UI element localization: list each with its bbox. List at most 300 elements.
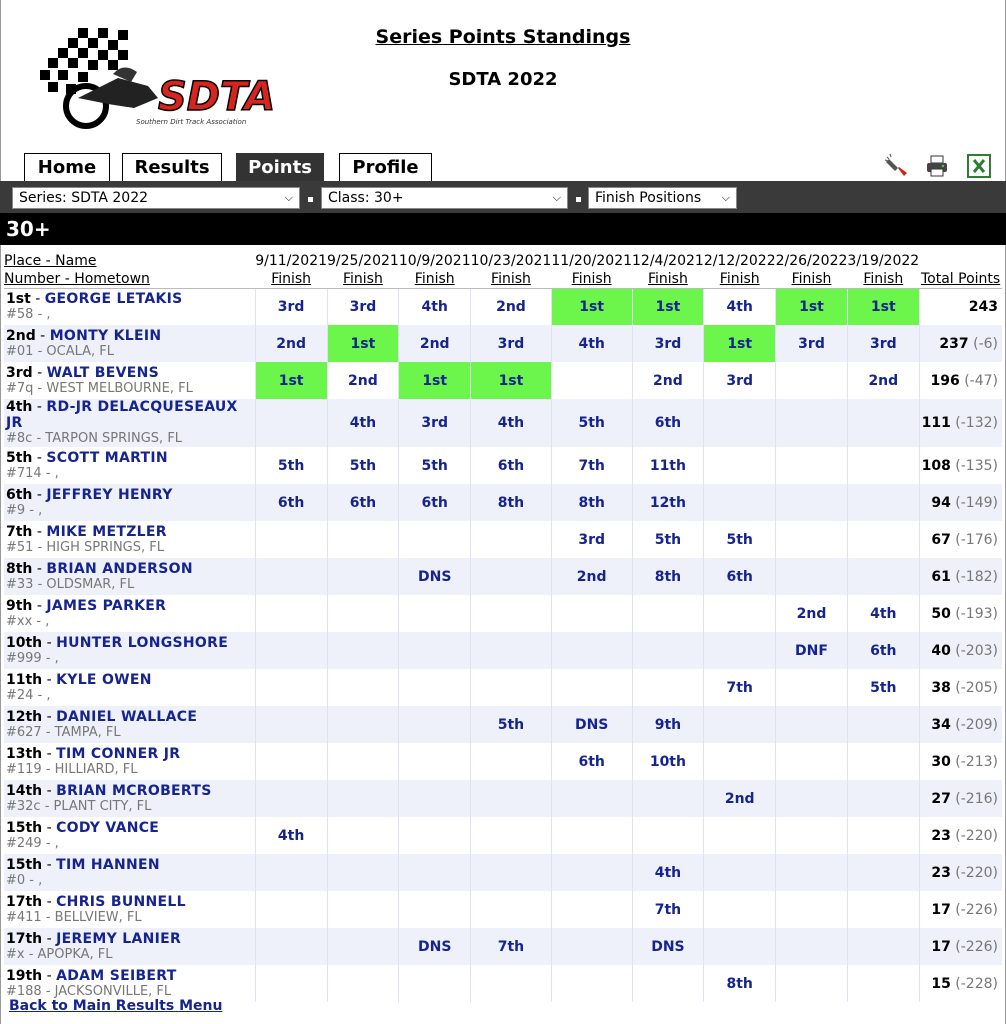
total-points-cell bbox=[919, 447, 1002, 484]
place-label: 1st bbox=[6, 290, 31, 307]
finish-link[interactable]: Finish bbox=[863, 270, 904, 287]
table-row bbox=[4, 362, 1002, 399]
place-label: 10th bbox=[6, 634, 43, 651]
race-result-cell bbox=[704, 817, 776, 854]
name-separator: - bbox=[32, 523, 47, 540]
rider-hometown: #0 - , bbox=[6, 872, 43, 888]
points-value: 50 bbox=[931, 605, 951, 622]
race-result-cell bbox=[847, 817, 919, 854]
race-result-cell bbox=[704, 891, 776, 928]
series-select-value: Series: SDTA 2022 bbox=[19, 190, 149, 206]
race-result-cell bbox=[399, 595, 471, 632]
points-behind: (-220) bbox=[955, 864, 998, 881]
race-column-header bbox=[847, 248, 919, 288]
race-result-cell: 8th bbox=[632, 558, 704, 595]
finish-link[interactable]: Finish bbox=[271, 270, 312, 287]
race-result-cell: 3rd bbox=[847, 325, 919, 362]
race-date: 9/25/2021 bbox=[327, 252, 399, 269]
race-result-cell bbox=[776, 669, 848, 706]
rider-name-link[interactable]: TIM HANNEN bbox=[56, 856, 160, 873]
race-result-cell bbox=[399, 965, 471, 1002]
race-win-cell: 1st bbox=[704, 325, 776, 362]
points-behind: (-216) bbox=[955, 790, 998, 807]
race-result-cell bbox=[776, 521, 848, 558]
race-result-cell bbox=[471, 595, 552, 632]
points-behind: (-176) bbox=[955, 531, 998, 548]
place-label: 19th bbox=[6, 967, 43, 984]
place-label: 7th bbox=[6, 523, 33, 540]
race-result-cell bbox=[399, 706, 471, 743]
race-result-cell bbox=[255, 632, 327, 669]
race-result-cell bbox=[704, 743, 776, 780]
race-result-cell: 8th bbox=[471, 484, 552, 521]
race-result-cell: 10th bbox=[632, 743, 704, 780]
race-result-cell: 2nd bbox=[327, 362, 399, 399]
rider-cell bbox=[4, 706, 255, 743]
race-result-cell: 6th bbox=[704, 558, 776, 595]
series-select[interactable] bbox=[12, 187, 300, 209]
place-label: 2nd bbox=[6, 327, 36, 344]
race-result-cell: DNS bbox=[399, 928, 471, 965]
race-result-cell bbox=[551, 891, 632, 928]
race-result-cell bbox=[847, 743, 919, 780]
separator-dot bbox=[308, 197, 313, 202]
view-select[interactable] bbox=[588, 187, 737, 209]
finish-link[interactable]: Finish bbox=[491, 270, 531, 287]
rider-name-link[interactable]: JAMES PARKER bbox=[46, 597, 167, 614]
race-result-cell bbox=[704, 854, 776, 891]
race-result-cell bbox=[471, 521, 552, 558]
race-result-cell bbox=[255, 780, 327, 817]
table-row bbox=[4, 928, 1002, 965]
race-result-cell: 5th bbox=[327, 447, 399, 484]
rider-name-link[interactable]: RD-JR DELACQUESEAUX JR bbox=[6, 399, 238, 431]
name-separator: - bbox=[42, 782, 57, 799]
rider-cell bbox=[4, 928, 255, 965]
points-behind: (-182) bbox=[955, 568, 998, 585]
points-value: 61 bbox=[931, 568, 951, 585]
table-row bbox=[4, 521, 1002, 558]
race-result-cell: 3rd bbox=[399, 399, 471, 447]
rider-cell bbox=[4, 595, 255, 632]
rider-cell bbox=[4, 521, 255, 558]
rider-name-link[interactable]: BRIAN MCROBERTS bbox=[56, 782, 212, 799]
race-result-cell: 3rd bbox=[632, 325, 704, 362]
rider-hometown: #51 - HIGH SPRINGS, FL bbox=[6, 539, 164, 555]
place-label: 17th bbox=[6, 893, 43, 910]
race-column-header bbox=[471, 248, 552, 288]
race-result-cell bbox=[255, 965, 327, 1002]
race-result-cell bbox=[551, 817, 632, 854]
race-result-cell: DNF bbox=[776, 632, 848, 669]
race-result-cell bbox=[327, 706, 399, 743]
race-column-header bbox=[632, 248, 704, 288]
race-column-header bbox=[776, 248, 848, 288]
race-result-cell: DNS bbox=[632, 928, 704, 965]
race-result-cell bbox=[327, 632, 399, 669]
race-result-cell: 2nd bbox=[847, 362, 919, 399]
rider-name-link[interactable]: MONTY KLEIN bbox=[49, 327, 162, 344]
rider-name-link[interactable]: MIKE METZLER bbox=[46, 523, 167, 540]
filter-bar bbox=[0, 181, 1006, 213]
race-result-cell bbox=[255, 399, 327, 447]
place-label: 5th bbox=[6, 449, 33, 466]
race-result-cell bbox=[327, 743, 399, 780]
points-value: 38 bbox=[931, 679, 951, 696]
race-column-header bbox=[399, 248, 471, 288]
points-value: 34 bbox=[931, 716, 951, 733]
race-result-cell bbox=[399, 854, 471, 891]
total-points-cell bbox=[919, 521, 1002, 558]
race-result-cell: DNS bbox=[551, 706, 632, 743]
race-column-header bbox=[327, 248, 399, 288]
race-result-cell bbox=[471, 854, 552, 891]
race-result-cell: 4th bbox=[632, 854, 704, 891]
race-result-cell: 2nd bbox=[255, 325, 327, 362]
race-date: 12/4/2021 bbox=[632, 252, 704, 269]
class-header: 30+ bbox=[0, 213, 1006, 245]
rider-cell bbox=[4, 854, 255, 891]
rider-name-link[interactable]: HUNTER LONGSHORE bbox=[56, 634, 229, 651]
back-to-results-link[interactable]: Back to Main Results Menu bbox=[9, 998, 223, 1014]
rider-name-link[interactable]: BRIAN ANDERSON bbox=[46, 560, 193, 577]
race-result-cell bbox=[399, 743, 471, 780]
chevron-down-icon: ⌵ bbox=[284, 191, 293, 204]
race-result-cell bbox=[704, 595, 776, 632]
place-label: 3rd bbox=[6, 364, 33, 381]
rider-name-link[interactable]: KYLE OWEN bbox=[56, 671, 152, 688]
place-label: 6th bbox=[6, 486, 33, 503]
race-result-cell: 3rd bbox=[255, 288, 327, 325]
race-result-cell: 5th bbox=[704, 521, 776, 558]
name-separator: - bbox=[35, 327, 50, 344]
finish-link[interactable]: Finish bbox=[571, 270, 612, 287]
race-win-cell: 1st bbox=[551, 288, 632, 325]
points-behind: (-205) bbox=[955, 679, 998, 696]
race-result-cell bbox=[551, 595, 632, 632]
rider-cell bbox=[4, 632, 255, 669]
race-date: 9/11/2021 bbox=[255, 252, 328, 269]
race-result-cell: 6th bbox=[327, 484, 399, 521]
points-value: 15 bbox=[931, 975, 951, 992]
chevron-down-icon: ⌵ bbox=[721, 191, 730, 204]
race-result-cell: 11th bbox=[632, 447, 704, 484]
race-result-cell: 4th bbox=[847, 595, 919, 632]
race-result-cell: 5th bbox=[399, 447, 471, 484]
points-behind: (-193) bbox=[955, 605, 998, 622]
points-value: 23 bbox=[931, 864, 951, 881]
race-result-cell bbox=[847, 706, 919, 743]
name-separator: - bbox=[32, 486, 47, 503]
race-result-cell: 5th bbox=[551, 399, 632, 447]
race-result-cell: 4th bbox=[551, 325, 632, 362]
svg-text:SDTA: SDTA bbox=[158, 74, 276, 120]
race-result-cell bbox=[471, 891, 552, 928]
points-value: 196 bbox=[930, 372, 960, 389]
race-result-cell bbox=[255, 891, 327, 928]
flashlight-icon[interactable] bbox=[884, 153, 910, 179]
excel-icon[interactable] bbox=[966, 153, 992, 179]
table-row bbox=[4, 325, 1002, 362]
name-separator: - bbox=[42, 671, 57, 688]
total-points-header[interactable]: Total Points bbox=[919, 248, 1002, 288]
total-points-cell bbox=[919, 558, 1002, 595]
rider-hometown: #9 - , bbox=[6, 502, 43, 518]
race-result-cell: 4th bbox=[327, 399, 399, 447]
name-separator: - bbox=[42, 634, 57, 651]
race-result-cell: 8th bbox=[704, 965, 776, 1002]
race-result-cell bbox=[471, 558, 552, 595]
race-result-cell bbox=[847, 521, 919, 558]
race-result-cell bbox=[847, 558, 919, 595]
race-result-cell bbox=[551, 632, 632, 669]
rider-cell bbox=[4, 558, 255, 595]
race-result-cell bbox=[255, 558, 327, 595]
race-result-cell bbox=[255, 743, 327, 780]
race-result-cell: 3rd bbox=[327, 288, 399, 325]
place-label: 8th bbox=[6, 560, 33, 577]
rider-hometown: #01 - OCALA, FL bbox=[6, 343, 115, 359]
table-row bbox=[4, 632, 1002, 669]
total-points-cell bbox=[919, 325, 1002, 362]
total-points-cell bbox=[919, 362, 1002, 399]
rider-name-link[interactable]: TIM CONNER JR bbox=[56, 745, 181, 762]
race-result-cell bbox=[776, 780, 848, 817]
race-result-cell bbox=[704, 484, 776, 521]
race-result-cell: 2nd bbox=[399, 325, 471, 362]
table-row bbox=[4, 780, 1002, 817]
place-label: 11th bbox=[6, 671, 43, 688]
race-result-cell bbox=[847, 484, 919, 521]
race-result-cell bbox=[327, 928, 399, 965]
race-result-cell bbox=[776, 558, 848, 595]
points-behind: (-203) bbox=[955, 642, 998, 659]
race-result-cell bbox=[327, 817, 399, 854]
race-result-cell: 5th bbox=[847, 669, 919, 706]
race-result-cell bbox=[776, 817, 848, 854]
rider-name-link[interactable]: ADAM SEIBERT bbox=[56, 967, 177, 984]
points-behind: (-226) bbox=[955, 938, 998, 955]
points-value: 243 bbox=[968, 298, 998, 315]
race-win-cell: 1st bbox=[776, 288, 848, 325]
race-result-cell bbox=[704, 706, 776, 743]
race-result-cell: 2nd bbox=[776, 595, 848, 632]
rider-hometown: #411 - BELLVIEW, FL bbox=[6, 909, 142, 925]
race-result-cell bbox=[776, 362, 848, 399]
tab-results[interactable]: Results bbox=[122, 153, 222, 181]
points-behind: (-149) bbox=[955, 494, 998, 511]
points-behind: (-213) bbox=[955, 753, 998, 770]
rider-name-link[interactable]: CHRIS BUNNELL bbox=[56, 893, 186, 910]
place-label: 14th bbox=[6, 782, 43, 799]
race-result-cell bbox=[847, 965, 919, 1002]
name-separator: - bbox=[42, 893, 57, 910]
finish-link[interactable]: Finish bbox=[414, 270, 455, 287]
race-date: 2/12/2022 bbox=[703, 252, 776, 269]
page-title: Series Points Standings bbox=[375, 26, 631, 48]
name-separator: - bbox=[42, 819, 57, 836]
table-row bbox=[4, 965, 1002, 1002]
rider-cell bbox=[4, 288, 255, 325]
separator-dot bbox=[576, 197, 581, 202]
table-row bbox=[4, 706, 1002, 743]
race-result-cell bbox=[632, 632, 704, 669]
points-behind: (-6) bbox=[973, 335, 998, 352]
table-row bbox=[4, 669, 1002, 706]
finish-link[interactable]: Finish bbox=[647, 270, 688, 287]
race-date: 11/20/2021 bbox=[551, 252, 633, 269]
race-result-cell: DNS bbox=[399, 558, 471, 595]
name-separator: - bbox=[30, 290, 45, 307]
rider-name-link[interactable]: DANIEL WALLACE bbox=[56, 708, 198, 725]
rider-hometown: #7q - WEST MELBOURNE, FL bbox=[6, 380, 193, 396]
rider-name-link[interactable]: WALT BEVENS bbox=[46, 364, 160, 381]
total-points-cell bbox=[919, 928, 1002, 965]
race-result-cell: 3rd bbox=[704, 362, 776, 399]
race-result-cell: 6th bbox=[399, 484, 471, 521]
race-result-cell bbox=[704, 447, 776, 484]
race-result-cell bbox=[776, 965, 848, 1002]
rider-hometown: #999 - , bbox=[6, 650, 59, 666]
name-separator: - bbox=[32, 597, 47, 614]
finish-link[interactable]: Finish bbox=[719, 270, 760, 287]
total-points-cell bbox=[919, 817, 1002, 854]
race-result-cell bbox=[327, 595, 399, 632]
race-result-cell bbox=[704, 928, 776, 965]
race-win-cell: 1st bbox=[327, 325, 399, 362]
race-result-cell: 6th bbox=[551, 743, 632, 780]
rider-cell bbox=[4, 780, 255, 817]
points-value: 111 bbox=[921, 415, 951, 431]
name-separator: - bbox=[32, 560, 47, 577]
rider-cell bbox=[4, 399, 255, 447]
rider-cell bbox=[4, 325, 255, 362]
race-result-cell: 6th bbox=[847, 632, 919, 669]
race-column-header bbox=[255, 248, 327, 288]
race-result-cell bbox=[471, 817, 552, 854]
table-row bbox=[4, 447, 1002, 484]
race-result-cell bbox=[551, 928, 632, 965]
race-result-cell bbox=[399, 891, 471, 928]
race-result-cell bbox=[632, 965, 704, 1002]
race-win-cell: 1st bbox=[847, 288, 919, 325]
race-result-cell bbox=[551, 965, 632, 1002]
view-select-value: Finish Positions bbox=[595, 190, 702, 206]
rider-hometown: #xx - , bbox=[6, 613, 50, 629]
tab-profile[interactable]: Profile bbox=[339, 153, 432, 181]
table-row bbox=[4, 484, 1002, 521]
race-win-cell: 1st bbox=[255, 362, 327, 399]
chevron-down-icon: ⌵ bbox=[552, 191, 561, 204]
place-label: 17th bbox=[6, 930, 43, 947]
race-result-cell bbox=[399, 632, 471, 669]
race-result-cell bbox=[551, 669, 632, 706]
race-result-cell bbox=[632, 817, 704, 854]
table-row bbox=[4, 558, 1002, 595]
points-value: 23 bbox=[931, 827, 951, 844]
race-result-cell: 7th bbox=[632, 891, 704, 928]
race-result-cell: 8th bbox=[551, 484, 632, 521]
class-select-value: Class: 30+ bbox=[328, 190, 404, 206]
sort-by-number-link[interactable]: Number - Hometown bbox=[4, 270, 150, 287]
rider-hometown: #119 - HILLIARD, FL bbox=[6, 761, 138, 777]
rider-name-link[interactable]: JEREMY LANIER bbox=[56, 930, 182, 947]
race-date: 10/9/2021 bbox=[398, 252, 471, 269]
race-result-cell bbox=[776, 447, 848, 484]
rider-name-link[interactable]: CODY VANCE bbox=[56, 819, 160, 836]
race-result-cell bbox=[776, 399, 848, 447]
points-value: 108 bbox=[921, 457, 951, 474]
points-behind: (-226) bbox=[955, 901, 998, 918]
tab-points[interactable]: Points bbox=[236, 153, 324, 181]
toolbar-icons bbox=[884, 153, 994, 179]
race-result-cell bbox=[327, 669, 399, 706]
race-date: 10/23/2021 bbox=[470, 252, 552, 269]
rider-name-link[interactable]: SCOTT MARTIN bbox=[46, 449, 168, 466]
race-result-cell bbox=[471, 965, 552, 1002]
rider-cell bbox=[4, 669, 255, 706]
race-result-cell bbox=[471, 632, 552, 669]
race-result-cell bbox=[847, 780, 919, 817]
race-result-cell bbox=[847, 399, 919, 447]
finish-link[interactable]: Finish bbox=[791, 270, 832, 287]
race-date: 2/26/2022 bbox=[775, 252, 848, 269]
points-behind: (-135) bbox=[955, 457, 998, 474]
rider-name-link[interactable]: GEORGE LETAKIS bbox=[44, 290, 183, 307]
tab-home[interactable]: Home bbox=[24, 153, 110, 181]
race-result-cell bbox=[776, 484, 848, 521]
table-row bbox=[4, 399, 1002, 447]
race-result-cell bbox=[632, 780, 704, 817]
finish-link[interactable]: Finish bbox=[342, 270, 383, 287]
points-value: 17 bbox=[931, 901, 951, 918]
race-result-cell bbox=[255, 706, 327, 743]
total-points-cell bbox=[919, 484, 1002, 521]
race-result-cell: 7th bbox=[551, 447, 632, 484]
print-icon[interactable] bbox=[924, 153, 950, 179]
race-result-cell bbox=[327, 780, 399, 817]
race-result-cell: 6th bbox=[471, 447, 552, 484]
rider-name-link[interactable]: JEFFREY HENRY bbox=[46, 486, 173, 503]
race-result-cell bbox=[704, 632, 776, 669]
points-behind: (-47) bbox=[964, 372, 998, 389]
name-column-header bbox=[4, 248, 255, 288]
race-column-header bbox=[704, 248, 776, 288]
sort-by-place-link[interactable]: Place - Name bbox=[4, 252, 97, 269]
total-points-cell bbox=[919, 854, 1002, 891]
race-result-cell bbox=[847, 928, 919, 965]
race-result-cell bbox=[704, 399, 776, 447]
points-value: 40 bbox=[931, 642, 951, 659]
points-value: 17 bbox=[931, 938, 951, 955]
table-row bbox=[4, 891, 1002, 928]
race-result-cell bbox=[327, 965, 399, 1002]
page-subtitle: SDTA 2022 bbox=[448, 69, 558, 90]
points-value: 237 bbox=[939, 335, 969, 352]
race-result-cell bbox=[399, 817, 471, 854]
rider-hometown: #24 - , bbox=[6, 687, 51, 703]
race-result-cell bbox=[327, 558, 399, 595]
rider-hometown: #33 - OLDSMAR, FL bbox=[6, 576, 135, 592]
points-behind: (-220) bbox=[955, 827, 998, 844]
race-column-header bbox=[551, 248, 632, 288]
race-result-cell: 6th bbox=[255, 484, 327, 521]
points-value: 67 bbox=[931, 531, 951, 548]
rider-cell bbox=[4, 743, 255, 780]
points-behind: (-228) bbox=[955, 975, 998, 992]
race-result-cell: 9th bbox=[632, 706, 704, 743]
class-select[interactable] bbox=[321, 187, 568, 209]
